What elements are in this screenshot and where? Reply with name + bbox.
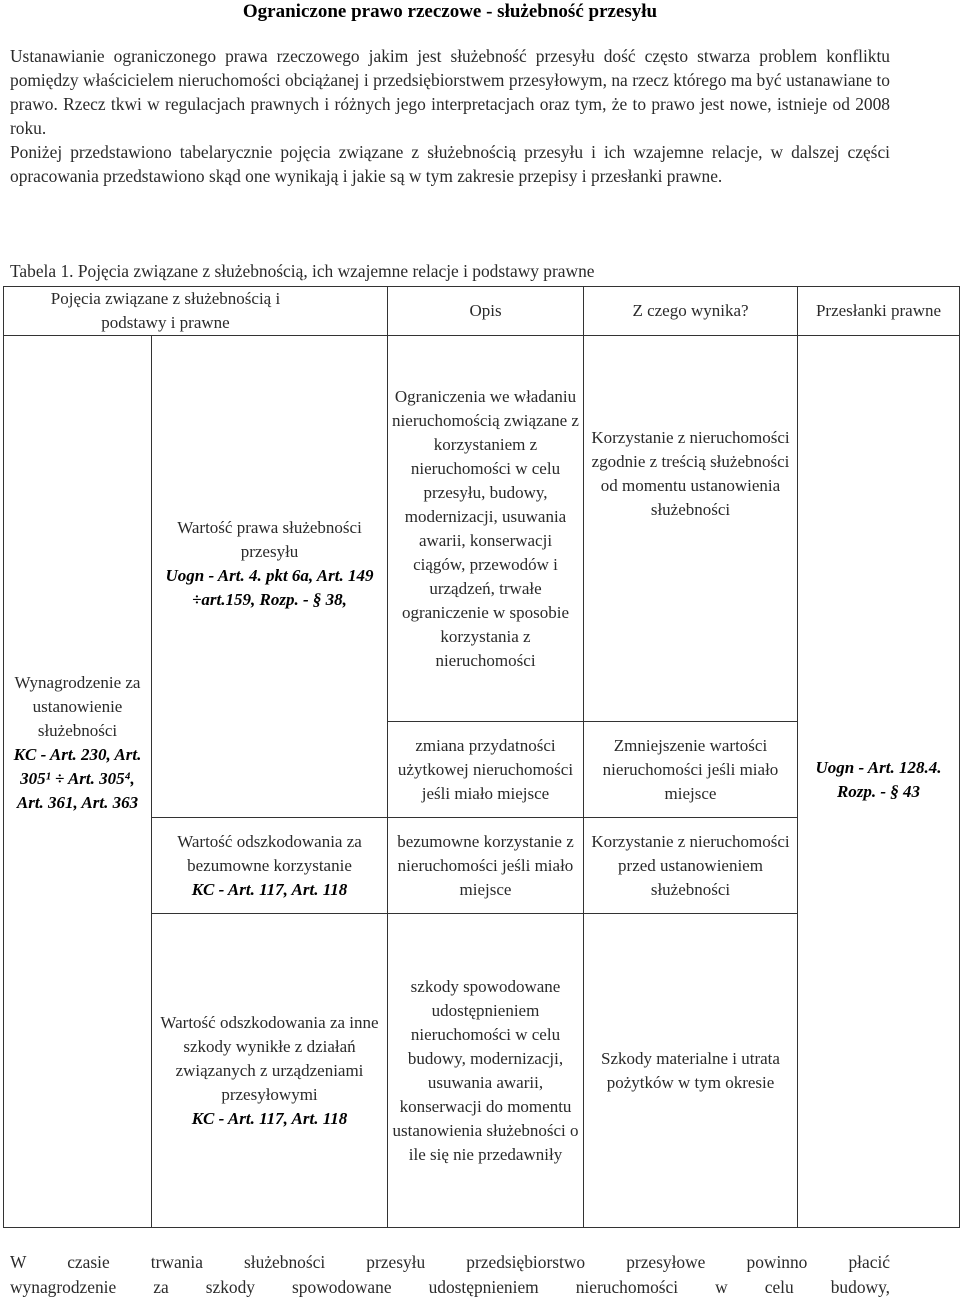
concept-cell-3 (152, 914, 388, 1228)
header-opis: Opis (388, 287, 584, 336)
opis-cell-1: Ograniczenia we władaniu nieruchomością związane z korzystaniem z nieruchomości w celu przesyłu, budowy, modernizacji, usuwania awarii, konserwacji ciągów, przewodów i urządzeń, trwałe ograniczenie w sposobie korzystania z nieruchomości (388, 336, 584, 722)
compensation-legal: KC - Art. 230, Art. 305¹ ÷ Art. 305⁴, Art. 361, Art. 363 (13, 745, 142, 812)
concept-2-legal: KC - Art. 117, Art. 118 (191, 879, 348, 899)
concept-1-text: Wartość prawa służebności przesyłu (177, 518, 362, 561)
concept-2-text: Wartość odszkodowania za bezumowne korzystanie (177, 831, 362, 875)
compensation-text: Wynagrodzenie za ustanowienie służebności (14, 673, 141, 740)
document-title: Ograniczone prawo rzeczowe - służebność przesyłu (242, 1, 658, 22)
header-concepts: Pojęcia związane z służebnością i podstawy i prawne (4, 287, 388, 336)
intro-text (10, 44, 890, 188)
opis-cell-4: szkody spowodowane udostępnieniem nieruchomości w celu budowy, modernizacji, usuwania awarii, konserwacji do momentu ustanowienia służebności o ile się nie przedawniły (388, 914, 584, 1228)
concept-1-legal: Uogn - Art. 4. pkt 6a, Art. 149 ÷art.159, Rozp. - § 38, (165, 566, 374, 609)
opis-cell-2: zmiana przydatności użytkowej nieruchomości jeśli miało miejsce (388, 722, 584, 818)
table-row (4, 336, 960, 722)
przeslanki-cell: Uogn - Art. 128.4. Rozp. - § 43 (798, 336, 960, 1228)
wynika-cell-2: Zmniejszenie wartości nieruchomości jeśli miało miejsce (584, 722, 798, 818)
compensation-cell (4, 336, 152, 1228)
concept-cell-1 (152, 336, 388, 818)
footer-text (10, 1250, 890, 1300)
concept-cell-2 (152, 818, 388, 914)
table-caption: Tabela 1. Pojęcia związane z służebnością, ich wzajemne relacje i podstawy prawne (10, 261, 595, 281)
intro-paragraph-2: Poniżej przedstawiono tabelarycznie pojęcia związane z służebnością przesyłu i ich wzajemne relacje, w dalszej części opracowania przedstawiono skąd one wynikają i jakie są w tym zakresie przepisy i przesłanki prawne. (10, 142, 890, 186)
intro-paragraph-1: Ustanawianie ograniczonego prawa rzeczowego jakim jest służebność przesyłu dość często stwarza problem konfliktu pomiędzy właścicielem nieruchomości obciążanej i przedsiębiorstwem przesyłowym, na rzecz którego ma być ustanawiane to prawo. Rzecz tkwi w regulacjach prawnych i różnych jego interpretacjach oraz tym, że to prawo jest nowe, istnieje od 2008 roku. (10, 46, 890, 138)
concept-3-text: Wartość odszkodowania za inne szkody wynikłe z działań związanych z urządzeniami przesyłowymi (160, 1012, 379, 1104)
concept-3-legal: KC - Art. 117, Art. 118 (191, 1108, 348, 1128)
concepts-table (3, 286, 960, 1228)
wynika-cell-1: Korzystanie z nieruchomości zgodnie z treścią służebności od momentu ustanowienia służebności (584, 336, 798, 722)
header-przeslanki: Przesłanki prawne (798, 287, 960, 336)
wynika-cell-3: Korzystanie z nieruchomości przed ustanowieniem służebności (584, 818, 798, 914)
footer-line-2: wynagrodzenie za szkody spowodowane udostępnieniem nieruchomości w celu budowy, (10, 1277, 890, 1297)
table-header-row (4, 287, 960, 336)
wynika-cell-4: Szkody materialne i utrata pożytków w tym okresie (584, 914, 798, 1228)
header-wynika: Z czego wynika? (584, 287, 798, 336)
opis-cell-3: bezumowne korzystanie z nieruchomości jeśli miało miejsce (388, 818, 584, 914)
footer-line-1: W czasie trwania służebności przesyłu przedsiębiorstwo przesyłowe powinno płacić (10, 1252, 890, 1272)
